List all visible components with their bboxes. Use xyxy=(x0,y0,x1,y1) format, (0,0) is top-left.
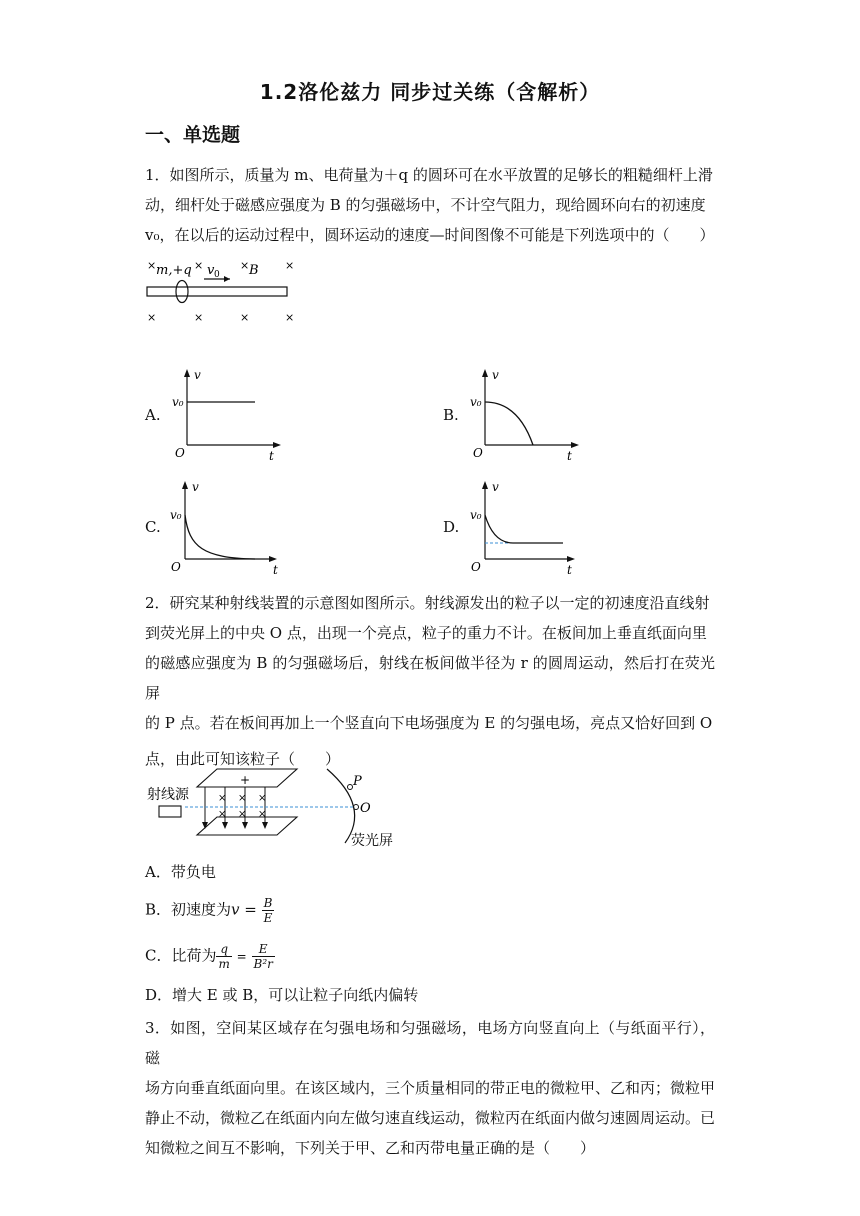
fraction-denominator: B²r xyxy=(253,957,273,971)
cross-mark: × xyxy=(285,259,295,272)
screen-label: 荧光屏 xyxy=(351,833,393,849)
cross-mark: × xyxy=(147,259,157,272)
option-d-label: D. xyxy=(443,518,460,536)
cross-mark: × xyxy=(285,311,295,324)
q1-rod-figure xyxy=(140,255,310,325)
v0-tick: v₀ xyxy=(470,508,482,522)
source-box xyxy=(159,806,181,817)
question-3-text xyxy=(145,1013,715,1163)
v-axis-label: v xyxy=(492,368,499,382)
cross-mark: × xyxy=(240,259,250,272)
q2-option-d: D．增大 E 或 B，可以让粒子向纸内偏转 xyxy=(145,986,419,1004)
q1-line-2: 动，细杆处于磁感应强度为 B 的匀强磁场中，不计空气阻力，现给圆环向右的初速度 xyxy=(145,196,706,214)
curve-b xyxy=(485,402,533,445)
option-c-label: C. xyxy=(145,518,161,536)
q2-apparatus-figure xyxy=(145,765,405,855)
v0-tick: v₀ xyxy=(470,395,482,409)
q3-line-2: 场方向垂直纸面向里。在该区域内，三个质量相同的带正电的微粒甲、乙和丙；微粒甲 xyxy=(145,1079,716,1097)
q2-line-2: 到荧光屏上的中央 O 点，出现一个亮点，粒子的重力不计。在板间加上垂直纸面向里 xyxy=(145,624,707,642)
rod xyxy=(147,287,287,296)
q3-line-1: 3．如图，空间某区域存在匀强电场和匀强磁场，电场方向竖直向上（与纸面平行），磁 xyxy=(145,1019,715,1067)
cross-mark: × xyxy=(194,259,204,272)
fraction-denominator: E xyxy=(263,911,273,925)
cross-mark: × xyxy=(238,809,247,820)
graph-b xyxy=(463,365,588,465)
plus-sign: + xyxy=(240,773,251,787)
q2-option-b-prefix: B．初速度为 xyxy=(145,900,232,919)
option-a-label: A. xyxy=(145,406,161,424)
graph-c xyxy=(165,477,290,577)
v-axis-label: v xyxy=(192,480,199,494)
q2-line-3: 的磁感应强度为 B 的匀强磁场后，射线在板间做半径为 r 的圆周运动，然后打在荧光屏 xyxy=(145,654,715,702)
origin-label: O xyxy=(175,446,185,460)
cross-mark: × xyxy=(258,793,267,804)
origin-label: O xyxy=(471,560,481,574)
point-o-label: O xyxy=(360,801,371,816)
ring xyxy=(176,281,188,303)
q1-line-3: v₀，在以后的运动过程中，圆环运动的速度—时间图像不可能是下列选项中的（ ） xyxy=(145,226,715,244)
t-axis-label: t xyxy=(567,449,572,463)
point-p-label: P xyxy=(353,774,362,789)
cross-mark: × xyxy=(147,311,157,324)
q3-line-4: 知微粒之间互不影响，下列关于甲、乙和丙带电量正确的是（ ） xyxy=(145,1139,596,1157)
bottom-plate xyxy=(197,817,297,835)
option-b-label: B. xyxy=(443,406,459,424)
q2-line-4: 的 P 点。若在板间再加上一个竖直向下电场强度为 E 的匀强电场，亮点又恰好回到 O xyxy=(145,714,713,732)
q2-option-b-lhs: v = xyxy=(231,900,257,919)
cross-mark: × xyxy=(238,793,247,804)
q2-line-5: 点，由此可知该粒子（ ） xyxy=(145,750,341,768)
graph-a xyxy=(165,365,290,465)
source-label: 射线源 xyxy=(147,787,189,803)
fraction-denominator: m xyxy=(218,957,230,971)
fraction-numerator: B xyxy=(263,896,273,910)
q3-line-3: 静止不动，微粒乙在纸面内向左做匀速直线运动，微粒丙在纸面内做匀速圆周运动。已 xyxy=(145,1109,716,1127)
cross-mark: × xyxy=(218,793,227,804)
fraction-b-over-e xyxy=(262,896,275,925)
q2-line-1: 2．研究某种射线装置的示意图如图所示。射线源发出的粒子以一定的初速度沿直线射 xyxy=(145,594,710,612)
q1-line-1: 1．如图所示，质量为 m、电荷量为＋q 的圆环可在水平放置的足够长的粗糙细杆上滑 xyxy=(145,166,713,184)
cross-mark: × xyxy=(240,311,250,324)
question-1-text xyxy=(145,160,715,250)
cross-mark: × xyxy=(218,809,227,820)
equals-sign: = xyxy=(236,949,247,964)
v-axis-label: v xyxy=(194,368,201,382)
b-field-label: B xyxy=(249,263,259,278)
curve-c xyxy=(185,515,255,559)
section-heading: 一、单选题 xyxy=(145,124,241,146)
cross-mark: × xyxy=(258,809,267,820)
question-2-text xyxy=(145,588,715,774)
t-axis-label: t xyxy=(273,563,278,577)
fraction-numerator: E xyxy=(252,942,275,957)
v0-tick: v₀ xyxy=(170,508,182,522)
origin-label: O xyxy=(473,446,483,460)
t-axis-label: t xyxy=(269,449,274,463)
v0-tick: v₀ xyxy=(172,395,184,409)
q2-option-b xyxy=(145,896,274,925)
q2-option-c xyxy=(145,942,275,971)
t-axis-label: t xyxy=(567,563,572,577)
q2-option-a: A．带负电 xyxy=(145,863,216,881)
curve-d xyxy=(485,515,563,543)
origin-label: O xyxy=(171,560,181,574)
graph-d xyxy=(463,477,588,577)
q2-option-c-prefix: C．比荷为 xyxy=(145,946,217,965)
v0-label: v xyxy=(207,263,215,278)
fraction-numerator: q xyxy=(216,942,231,957)
v-axis-label: v xyxy=(492,480,499,494)
fluorescent-screen xyxy=(327,769,355,843)
v0-subscript: 0 xyxy=(214,270,220,280)
mass-charge-label: m,+q xyxy=(156,263,192,278)
cross-mark: × xyxy=(194,311,204,324)
fraction-q-over-m xyxy=(216,942,231,971)
fraction-e-over-b2r xyxy=(252,942,275,971)
page-title: 1.2洛伦兹力 同步过关练（含解析） xyxy=(259,80,601,104)
